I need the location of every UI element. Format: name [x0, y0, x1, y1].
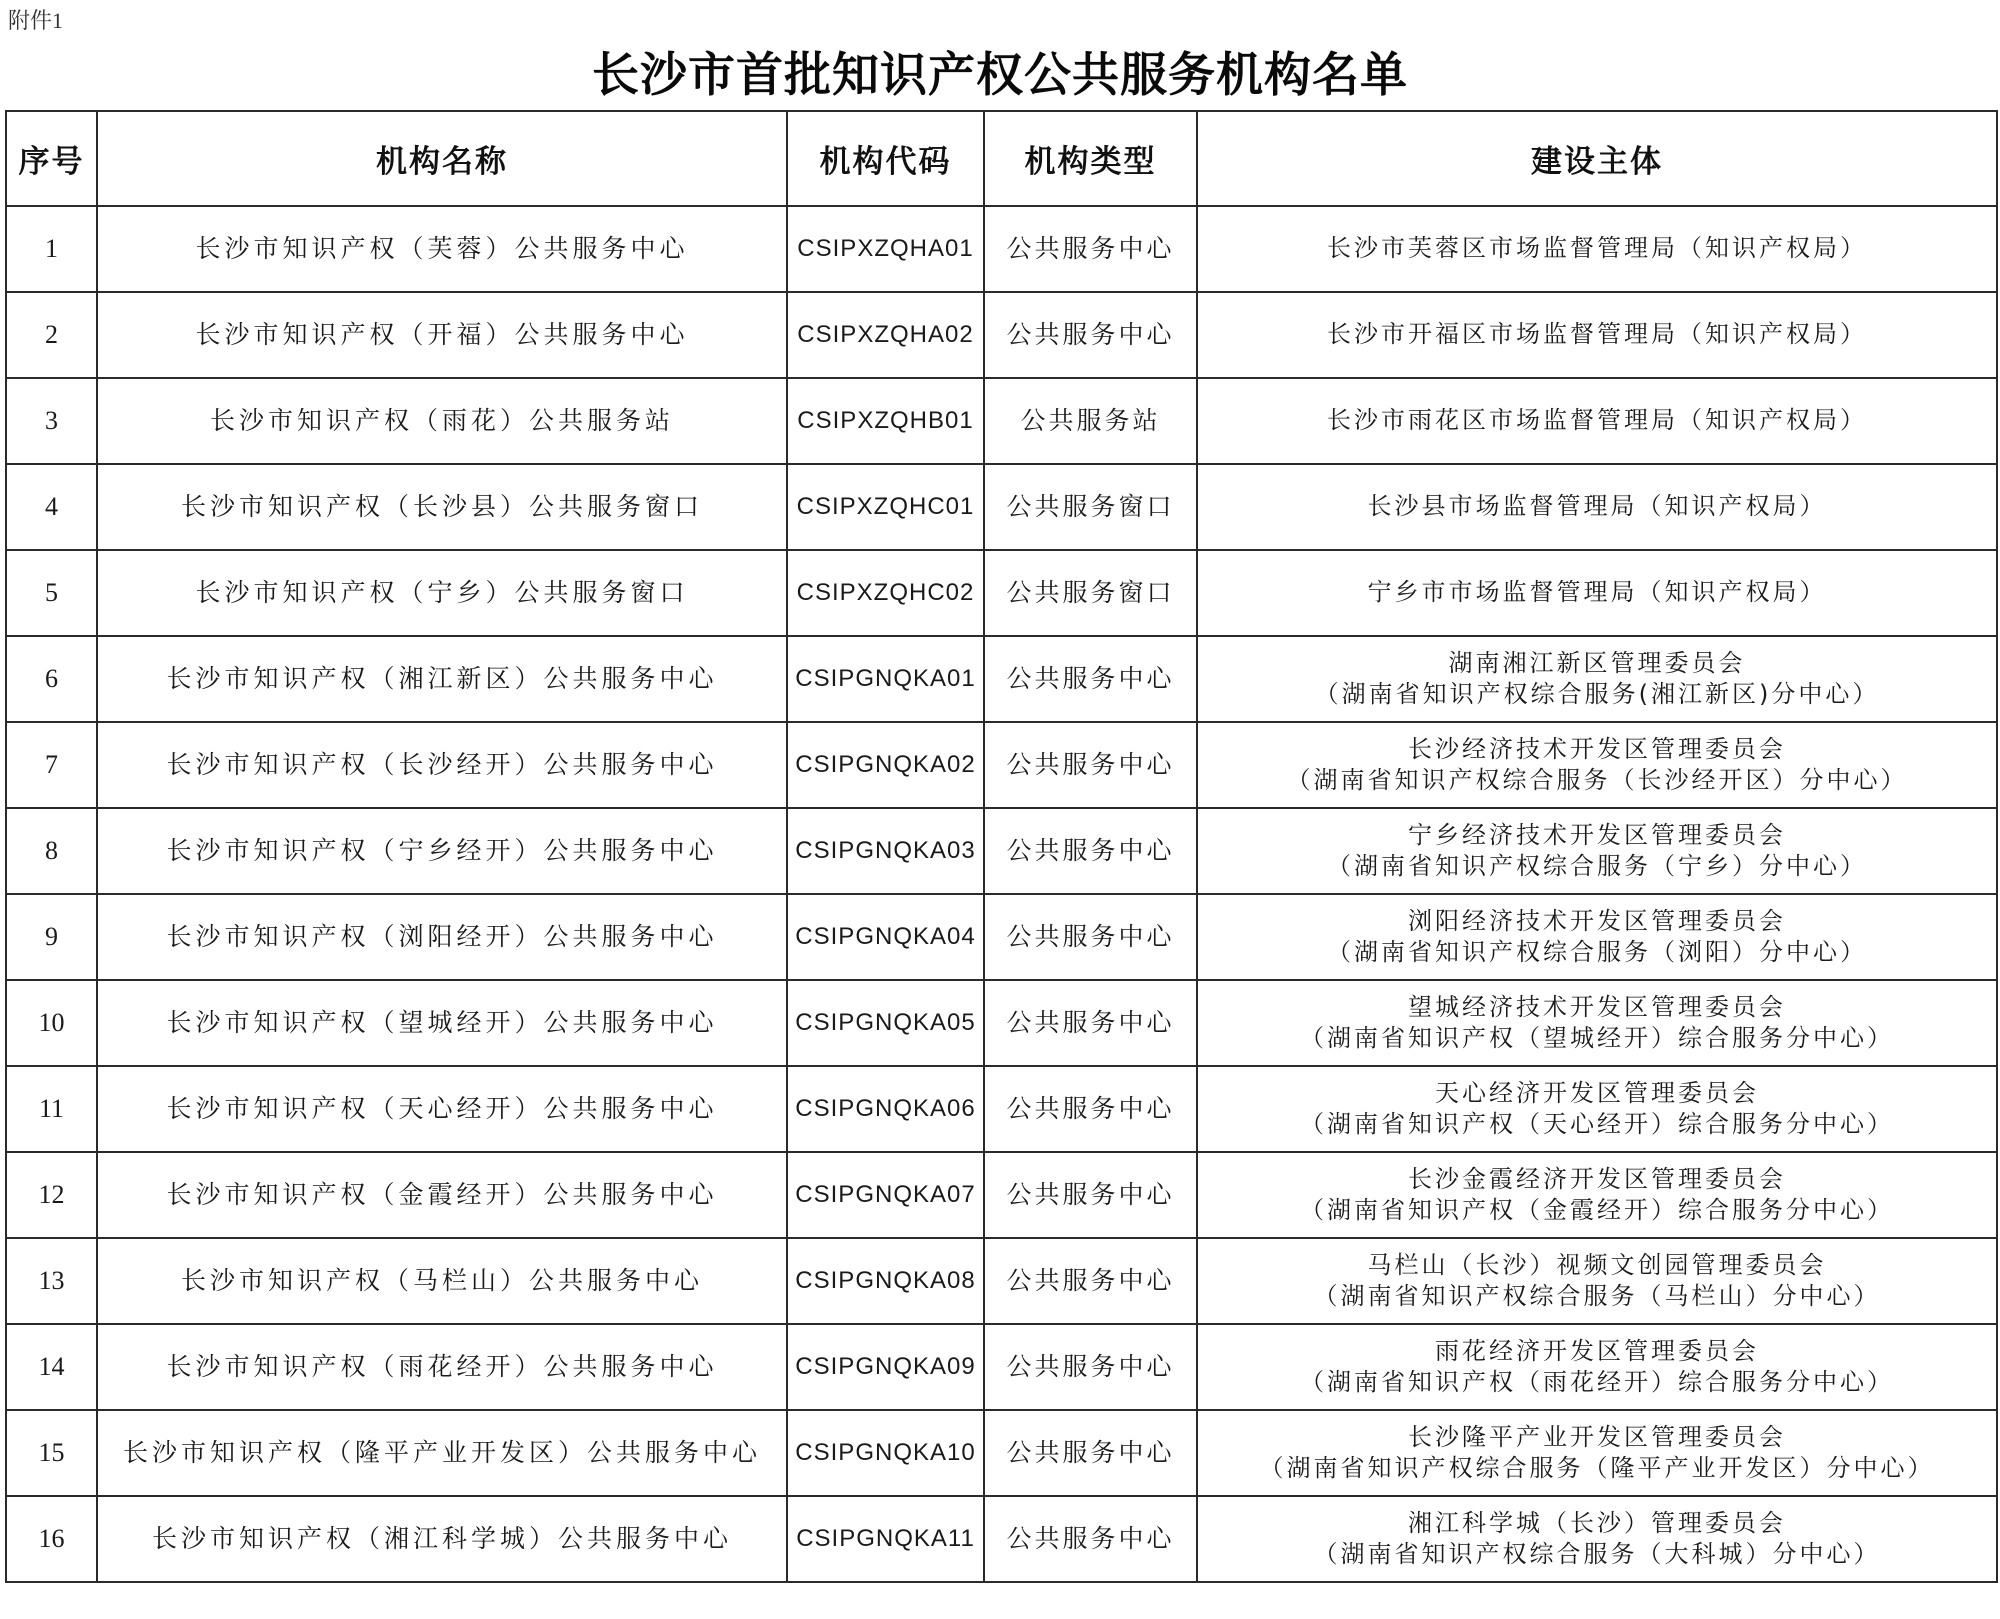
cell-construction-body — [1197, 1410, 1997, 1496]
cell-institution-name: 长沙市知识产权（马栏山）公共服务中心 — [97, 1238, 787, 1324]
construction-body-line-1: 宁乡经济技术开发区管理委员会 — [1408, 820, 1786, 849]
table-row — [6, 894, 1997, 980]
cell-institution-code: CSIPGNQKA10 — [787, 1410, 984, 1496]
header-construction-body: 建设主体 — [1197, 111, 1997, 206]
cell-institution-code: CSIPGNQKA08 — [787, 1238, 984, 1324]
construction-body-line-2: （湖南省知识产权（望城经开）综合服务分中心） — [1300, 1024, 1894, 1052]
cell-serial-number: 5 — [6, 550, 97, 636]
header-row — [6, 111, 1997, 206]
cell-institution-type: 公共服务中心 — [984, 636, 1197, 722]
construction-body-line-1: 长沙县市场监督管理局（知识产权局） — [1367, 492, 1827, 521]
table-row — [6, 1410, 1997, 1496]
table-row — [6, 1152, 1997, 1238]
cell-institution-type: 公共服务窗口 — [984, 464, 1197, 550]
cell-institution-type: 公共服务中心 — [984, 1152, 1197, 1238]
table-row — [6, 1066, 1997, 1152]
construction-body-line-1: 宁乡市市场监督管理局（知识产权局） — [1367, 578, 1827, 607]
table-body — [6, 206, 1997, 1582]
construction-body-line-2: （湖南省知识产权（天心经开）综合服务分中心） — [1300, 1110, 1894, 1138]
cell-institution-name: 长沙市知识产权（雨花）公共服务站 — [97, 378, 787, 464]
table-row — [6, 980, 1997, 1066]
cell-institution-code: CSIPGNQKA04 — [787, 894, 984, 980]
construction-body-line-2: （湖南省知识产权综合服务(湘江新区)分中心） — [1314, 680, 1880, 708]
cell-serial-number: 4 — [6, 464, 97, 550]
cell-institution-type: 公共服务中心 — [984, 1324, 1197, 1410]
construction-body-line-2: （湖南省知识产权（金霞经开）综合服务分中心） — [1300, 1196, 1894, 1224]
table-row — [6, 378, 1997, 464]
table-row — [6, 808, 1997, 894]
cell-institution-code: CSIPGNQKA07 — [787, 1152, 984, 1238]
cell-serial-number: 10 — [6, 980, 97, 1066]
table-row — [6, 292, 1997, 378]
cell-construction-body — [1197, 1238, 1997, 1324]
header-institution-code: 机构代码 — [787, 111, 984, 206]
cell-institution-name: 长沙市知识产权（开福）公共服务中心 — [97, 292, 787, 378]
cell-construction-body — [1197, 378, 1997, 464]
cell-construction-body — [1197, 808, 1997, 894]
cell-institution-code: CSIPGNQKA06 — [787, 1066, 984, 1152]
cell-institution-type: 公共服务窗口 — [984, 550, 1197, 636]
cell-institution-code: CSIPXZQHA01 — [787, 206, 984, 292]
cell-serial-number: 9 — [6, 894, 97, 980]
cell-institution-code: CSIPGNQKA01 — [787, 636, 984, 722]
cell-institution-name: 长沙市知识产权（湘江科学城）公共服务中心 — [97, 1496, 787, 1582]
cell-serial-number: 6 — [6, 636, 97, 722]
cell-construction-body — [1197, 550, 1997, 636]
cell-institution-type: 公共服务中心 — [984, 1066, 1197, 1152]
header-institution-type: 机构类型 — [984, 111, 1197, 206]
cell-institution-name: 长沙市知识产权（金霞经开）公共服务中心 — [97, 1152, 787, 1238]
construction-body-line-1: 天心经济开发区管理委员会 — [1435, 1078, 1759, 1107]
cell-institution-code: CSIPXZQHA02 — [787, 292, 984, 378]
cell-institution-type: 公共服务中心 — [984, 1238, 1197, 1324]
table-row — [6, 464, 1997, 550]
construction-body-line-1: 湖南湘江新区管理委员会 — [1448, 648, 1746, 677]
cell-construction-body — [1197, 206, 1997, 292]
table-row — [6, 1324, 1997, 1410]
cell-construction-body — [1197, 1066, 1997, 1152]
cell-institution-type: 公共服务中心 — [984, 722, 1197, 808]
construction-body-line-1: 长沙经济技术开发区管理委员会 — [1408, 734, 1786, 763]
page-title: 长沙市首批知识产权公共服务机构名单 — [592, 48, 1408, 103]
construction-body-line-1: 长沙隆平产业开发区管理委员会 — [1408, 1422, 1786, 1451]
construction-body-line-1: 望城经济技术开发区管理委员会 — [1408, 992, 1786, 1021]
cell-serial-number: 2 — [6, 292, 97, 378]
cell-institution-name: 长沙市知识产权（望城经开）公共服务中心 — [97, 980, 787, 1066]
institution-roster-table — [5, 110, 1998, 1583]
cell-institution-code: CSIPGNQKA11 — [787, 1496, 984, 1582]
cell-serial-number: 14 — [6, 1324, 97, 1410]
cell-institution-name: 长沙市知识产权（宁乡经开）公共服务中心 — [97, 808, 787, 894]
cell-construction-body — [1197, 980, 1997, 1066]
cell-institution-name: 长沙市知识产权（浏阳经开）公共服务中心 — [97, 894, 787, 980]
cell-serial-number: 15 — [6, 1410, 97, 1496]
table-row — [6, 1496, 1997, 1582]
cell-institution-code: CSIPXZQHC02 — [787, 550, 984, 636]
attachment-label: 附件1 — [8, 8, 64, 33]
cell-institution-type: 公共服务中心 — [984, 808, 1197, 894]
header-serial-number: 序号 — [6, 111, 97, 206]
cell-serial-number: 13 — [6, 1238, 97, 1324]
cell-serial-number: 8 — [6, 808, 97, 894]
construction-body-line-1: 湘江科学城（长沙）管理委员会 — [1408, 1508, 1786, 1537]
cell-institution-code: CSIPGNQKA05 — [787, 980, 984, 1066]
cell-construction-body — [1197, 894, 1997, 980]
cell-serial-number: 3 — [6, 378, 97, 464]
table-row — [6, 550, 1997, 636]
cell-institution-name: 长沙市知识产权（天心经开）公共服务中心 — [97, 1066, 787, 1152]
cell-institution-name: 长沙市知识产权（长沙县）公共服务窗口 — [97, 464, 787, 550]
construction-body-line-1: 长沙市雨花区市场监督管理局（知识产权局） — [1327, 406, 1867, 435]
cell-institution-code: CSIPGNQKA03 — [787, 808, 984, 894]
table-row — [6, 206, 1997, 292]
cell-institution-type: 公共服务中心 — [984, 980, 1197, 1066]
header-institution-name: 机构名称 — [97, 111, 787, 206]
construction-body-line-1: 长沙市芙蓉区市场监督管理局（知识产权局） — [1327, 234, 1867, 263]
cell-institution-type: 公共服务中心 — [984, 206, 1197, 292]
construction-body-line-2: （湖南省知识产权综合服务（大科城）分中心） — [1313, 1540, 1881, 1568]
cell-institution-type: 公共服务站 — [984, 378, 1197, 464]
cell-institution-type: 公共服务中心 — [984, 894, 1197, 980]
table-row — [6, 1238, 1997, 1324]
cell-institution-code: CSIPXZQHB01 — [787, 378, 984, 464]
construction-body-line-1: 雨花经济开发区管理委员会 — [1435, 1336, 1759, 1365]
cell-serial-number: 12 — [6, 1152, 97, 1238]
cell-institution-name: 长沙市知识产权（湘江新区）公共服务中心 — [97, 636, 787, 722]
cell-institution-type: 公共服务中心 — [984, 1496, 1197, 1582]
cell-construction-body — [1197, 636, 1997, 722]
cell-institution-name: 长沙市知识产权（隆平产业开发区）公共服务中心 — [97, 1410, 787, 1496]
cell-serial-number: 11 — [6, 1066, 97, 1152]
construction-body-line-2: （湖南省知识产权综合服务（长沙经开区）分中心） — [1286, 766, 1908, 794]
cell-serial-number: 1 — [6, 206, 97, 292]
construction-body-line-2: （湖南省知识产权综合服务（马栏山）分中心） — [1313, 1282, 1881, 1310]
cell-construction-body — [1197, 1496, 1997, 1582]
cell-institution-name: 长沙市知识产权（长沙经开）公共服务中心 — [97, 722, 787, 808]
cell-construction-body — [1197, 292, 1997, 378]
cell-institution-name: 长沙市知识产权（芙蓉）公共服务中心 — [97, 206, 787, 292]
construction-body-line-1: 长沙市开福区市场监督管理局（知识产权局） — [1327, 320, 1867, 349]
cell-institution-name: 长沙市知识产权（宁乡）公共服务窗口 — [97, 550, 787, 636]
construction-body-line-2: （湖南省知识产权综合服务（宁乡）分中心） — [1327, 852, 1867, 880]
table-header — [6, 111, 1997, 206]
construction-body-line-1: 马栏山（长沙）视频文创园管理委员会 — [1367, 1250, 1827, 1279]
cell-serial-number: 7 — [6, 722, 97, 808]
construction-body-line-2: （湖南省知识产权综合服务（隆平产业开发区）分中心） — [1259, 1454, 1935, 1482]
construction-body-line-1: 浏阳经济技术开发区管理委员会 — [1408, 906, 1786, 935]
construction-body-line-2: （湖南省知识产权综合服务（浏阳）分中心） — [1327, 938, 1867, 966]
cell-institution-type: 公共服务中心 — [984, 1410, 1197, 1496]
cell-institution-code: CSIPGNQKA02 — [787, 722, 984, 808]
cell-serial-number: 16 — [6, 1496, 97, 1582]
construction-body-line-2: （湖南省知识产权（雨花经开）综合服务分中心） — [1300, 1368, 1894, 1396]
cell-institution-code: CSIPGNQKA09 — [787, 1324, 984, 1410]
cell-institution-code: CSIPXZQHC01 — [787, 464, 984, 550]
cell-construction-body — [1197, 1324, 1997, 1410]
cell-construction-body — [1197, 1152, 1997, 1238]
cell-construction-body — [1197, 722, 1997, 808]
construction-body-line-1: 长沙金霞经济开发区管理委员会 — [1408, 1164, 1786, 1193]
table-row — [6, 722, 1997, 808]
cell-institution-name: 长沙市知识产权（雨花经开）公共服务中心 — [97, 1324, 787, 1410]
table-row — [6, 636, 1997, 722]
cell-institution-type: 公共服务中心 — [984, 292, 1197, 378]
cell-construction-body — [1197, 464, 1997, 550]
